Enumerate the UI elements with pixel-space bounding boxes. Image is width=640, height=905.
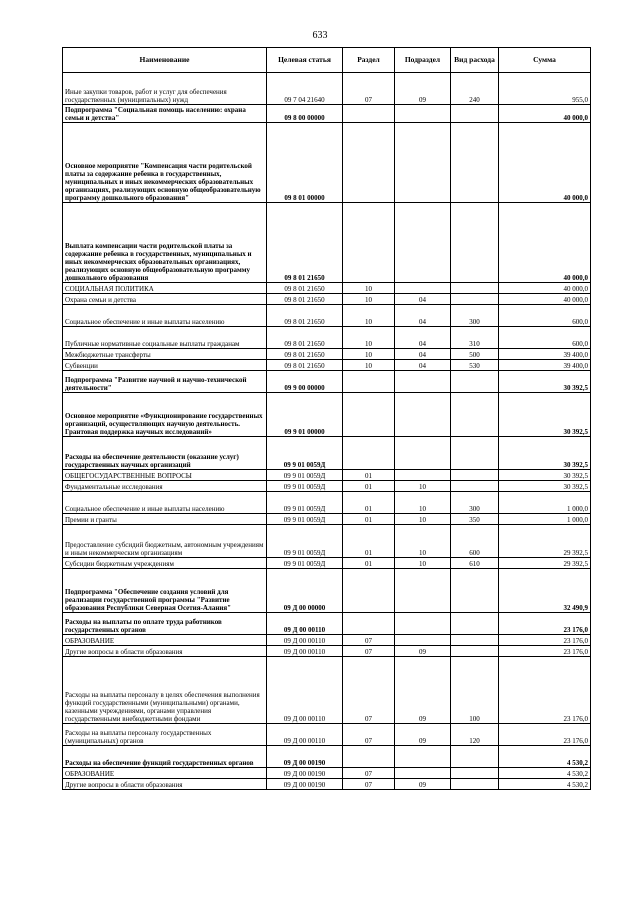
row-subsection: 10 bbox=[395, 492, 451, 514]
row-section bbox=[343, 746, 395, 768]
row-expense-type: 530 bbox=[451, 360, 499, 371]
row-section: 01 bbox=[343, 481, 395, 492]
row-amount: 1 000,0 bbox=[499, 514, 591, 525]
row-section bbox=[343, 569, 395, 613]
row-section: 07 bbox=[343, 724, 395, 746]
row-section: 07 bbox=[343, 73, 395, 105]
row-amount: 32 490,9 bbox=[499, 569, 591, 613]
row-target: 09 8 01 21650 bbox=[267, 294, 343, 305]
row-subsection: 09 bbox=[395, 73, 451, 105]
row-target: 09 8 01 21650 bbox=[267, 349, 343, 360]
row-name: Премии и гранты bbox=[63, 514, 267, 525]
row-expense-type bbox=[451, 470, 499, 481]
table-row bbox=[63, 393, 591, 437]
row-amount: 4 530,2 bbox=[499, 779, 591, 790]
row-subsection: 04 bbox=[395, 349, 451, 360]
row-amount: 40 000,0 bbox=[499, 283, 591, 294]
row-section bbox=[343, 105, 395, 123]
row-section: 07 bbox=[343, 635, 395, 646]
row-subsection: 10 bbox=[395, 525, 451, 558]
row-expense-type bbox=[451, 105, 499, 123]
row-name: Субсидии бюджетным учреждениям bbox=[63, 558, 267, 569]
row-section: 01 bbox=[343, 525, 395, 558]
row-target: 09 8 01 21650 bbox=[267, 305, 343, 327]
row-subsection bbox=[395, 768, 451, 779]
row-amount: 30 392,5 bbox=[499, 393, 591, 437]
row-section bbox=[343, 203, 395, 283]
row-subsection: 10 bbox=[395, 558, 451, 569]
row-name: Расходы на выплаты по оплате труда работников государственных органов bbox=[63, 613, 267, 635]
row-section: 07 bbox=[343, 646, 395, 657]
row-section bbox=[343, 123, 395, 203]
table-row bbox=[63, 327, 591, 349]
table-row bbox=[63, 371, 591, 393]
row-target: 09 Д 00 00110 bbox=[267, 646, 343, 657]
row-target: 09 9 00 00000 bbox=[267, 371, 343, 393]
row-expense-type bbox=[451, 779, 499, 790]
table-row bbox=[63, 569, 591, 613]
header-name: Наименование bbox=[63, 48, 267, 73]
row-amount: 23 176,0 bbox=[499, 613, 591, 635]
row-amount: 600,0 bbox=[499, 327, 591, 349]
table-header-row bbox=[63, 48, 591, 73]
row-section: 07 bbox=[343, 779, 395, 790]
table-row bbox=[63, 525, 591, 558]
row-name: Охрана семьи и детства bbox=[63, 294, 267, 305]
row-section: 01 bbox=[343, 492, 395, 514]
row-amount: 4 530,2 bbox=[499, 746, 591, 768]
row-subsection: 04 bbox=[395, 294, 451, 305]
row-expense-type bbox=[451, 613, 499, 635]
row-amount: 30 392,5 bbox=[499, 470, 591, 481]
row-section: 10 bbox=[343, 283, 395, 294]
row-expense-type bbox=[451, 646, 499, 657]
row-section: 01 bbox=[343, 470, 395, 481]
row-amount: 600,0 bbox=[499, 305, 591, 327]
row-name: Подпрограмма "Развитие научной и научно-технической деятельности" bbox=[63, 371, 267, 393]
table-row bbox=[63, 123, 591, 203]
row-subsection bbox=[395, 283, 451, 294]
row-name: Другие вопросы в области образования bbox=[63, 779, 267, 790]
row-amount: 1 000,0 bbox=[499, 492, 591, 514]
row-expense-type bbox=[451, 768, 499, 779]
table-row bbox=[63, 470, 591, 481]
row-section: 10 bbox=[343, 349, 395, 360]
row-subsection: 04 bbox=[395, 360, 451, 371]
row-target: 09 8 01 21650 bbox=[267, 283, 343, 294]
row-name: Субвенции bbox=[63, 360, 267, 371]
row-subsection bbox=[395, 105, 451, 123]
table-row bbox=[63, 646, 591, 657]
row-name: Подпрограмма "Обеспечение создания условий для реализации государственной программы "Развитие образования Республики Северная Осетия-Алания" bbox=[63, 569, 267, 613]
row-expense-type bbox=[451, 437, 499, 470]
table-row bbox=[63, 746, 591, 768]
row-target: 09 7 04 21640 bbox=[267, 73, 343, 105]
row-subsection: 09 bbox=[395, 646, 451, 657]
row-expense-type: 310 bbox=[451, 327, 499, 349]
row-subsection bbox=[395, 635, 451, 646]
row-subsection: 10 bbox=[395, 481, 451, 492]
row-expense-type: 300 bbox=[451, 492, 499, 514]
row-target: 09 8 00 00000 bbox=[267, 105, 343, 123]
page-number: 633 bbox=[312, 30, 328, 41]
row-name: Публичные нормативные социальные выплаты гражданам bbox=[63, 327, 267, 349]
row-amount: 39 400,0 bbox=[499, 360, 591, 371]
row-name: СОЦИАЛЬНАЯ ПОЛИТИКА bbox=[63, 283, 267, 294]
table-row bbox=[63, 294, 591, 305]
row-target: 09 9 01 0059Д bbox=[267, 437, 343, 470]
header-section: Раздел bbox=[343, 48, 395, 73]
row-expense-type: 300 bbox=[451, 305, 499, 327]
header-subsection: Подраздел bbox=[395, 48, 451, 73]
budget-table bbox=[62, 47, 591, 790]
row-name: Социальное обеспечение и иные выплаты населению bbox=[63, 305, 267, 327]
row-subsection bbox=[395, 123, 451, 203]
row-target: 09 9 01 0059Д bbox=[267, 525, 343, 558]
row-subsection: 09 bbox=[395, 779, 451, 790]
row-name: Подпрограмма "Социальная помощь населению: охрана семьи и детства" bbox=[63, 105, 267, 123]
row-amount: 30 392,5 bbox=[499, 481, 591, 492]
table-row bbox=[63, 613, 591, 635]
row-expense-type bbox=[451, 393, 499, 437]
header-amount: Сумма bbox=[499, 48, 591, 73]
row-target: 09 9 01 00000 bbox=[267, 393, 343, 437]
row-name: Выплата компенсации части родительской платы за содержание ребенка в государственных, муниципальных и иных некоммерческих образовательных организациях, реализующих основную общеобразовательную программу дошкольного образования bbox=[63, 203, 267, 283]
row-amount: 29 392,5 bbox=[499, 558, 591, 569]
row-target: 09 Д 00 00110 bbox=[267, 635, 343, 646]
table-row bbox=[63, 635, 591, 646]
row-name: Расходы на выплаты персоналу государственных (муниципальных) органов bbox=[63, 724, 267, 746]
row-expense-type: 100 bbox=[451, 657, 499, 724]
table-row bbox=[63, 779, 591, 790]
row-amount: 955,0 bbox=[499, 73, 591, 105]
row-subsection bbox=[395, 203, 451, 283]
row-subsection bbox=[395, 371, 451, 393]
row-subsection: 04 bbox=[395, 305, 451, 327]
row-name: Фундаментальные исследования bbox=[63, 481, 267, 492]
row-subsection: 09 bbox=[395, 657, 451, 724]
row-amount: 23 176,0 bbox=[499, 657, 591, 724]
row-section bbox=[343, 393, 395, 437]
row-expense-type bbox=[451, 569, 499, 613]
table-row bbox=[63, 283, 591, 294]
row-expense-type bbox=[451, 123, 499, 203]
row-expense-type: 610 bbox=[451, 558, 499, 569]
table-row bbox=[63, 73, 591, 105]
row-section: 07 bbox=[343, 657, 395, 724]
row-section: 10 bbox=[343, 360, 395, 371]
row-amount: 40 000,0 bbox=[499, 123, 591, 203]
row-section bbox=[343, 371, 395, 393]
row-expense-type: 500 bbox=[451, 349, 499, 360]
row-target: 09 8 01 00000 bbox=[267, 123, 343, 203]
row-target: 09 9 01 0059Д bbox=[267, 492, 343, 514]
row-expense-type bbox=[451, 203, 499, 283]
row-expense-type bbox=[451, 371, 499, 393]
table-row bbox=[63, 558, 591, 569]
row-name: Предоставление субсидий бюджетным, автономным учреждениям и иным некоммерческим организациям bbox=[63, 525, 267, 558]
table-row bbox=[63, 203, 591, 283]
header-target: Целевая статья bbox=[267, 48, 343, 73]
row-target: 09 Д 00 00190 bbox=[267, 768, 343, 779]
row-name: Расходы на обеспечение деятельности (оказание услуг) государственных научных организаций bbox=[63, 437, 267, 470]
table-row bbox=[63, 105, 591, 123]
row-section bbox=[343, 613, 395, 635]
row-amount: 30 392,5 bbox=[499, 437, 591, 470]
row-expense-type bbox=[451, 283, 499, 294]
table-row bbox=[63, 305, 591, 327]
row-name: ОБРАЗОВАНИЕ bbox=[63, 768, 267, 779]
row-expense-type: 350 bbox=[451, 514, 499, 525]
row-target: 09 9 01 0059Д bbox=[267, 481, 343, 492]
row-target: 09 Д 00 00110 bbox=[267, 613, 343, 635]
row-section: 01 bbox=[343, 558, 395, 569]
row-amount: 40 000,0 bbox=[499, 105, 591, 123]
row-amount: 39 400,0 bbox=[499, 349, 591, 360]
row-target: 09 8 01 21650 bbox=[267, 203, 343, 283]
row-subsection: 10 bbox=[395, 514, 451, 525]
row-section: 10 bbox=[343, 294, 395, 305]
row-target: 09 9 01 0059Д bbox=[267, 514, 343, 525]
row-amount: 40 000,0 bbox=[499, 203, 591, 283]
row-target: 09 Д 00 00110 bbox=[267, 724, 343, 746]
row-target: 09 9 01 0059Д bbox=[267, 558, 343, 569]
row-target: 09 Д 00 00190 bbox=[267, 779, 343, 790]
row-name: ОБРАЗОВАНИЕ bbox=[63, 635, 267, 646]
row-name: Другие вопросы в области образования bbox=[63, 646, 267, 657]
row-target: 09 Д 00 00000 bbox=[267, 569, 343, 613]
row-section: 07 bbox=[343, 768, 395, 779]
row-section bbox=[343, 437, 395, 470]
row-target: 09 9 01 0059Д bbox=[267, 470, 343, 481]
row-section: 01 bbox=[343, 514, 395, 525]
table-row bbox=[63, 360, 591, 371]
row-name: Межбюджетные трансферты bbox=[63, 349, 267, 360]
table-row bbox=[63, 768, 591, 779]
row-subsection bbox=[395, 393, 451, 437]
header-expense-type: Вид расхода bbox=[451, 48, 499, 73]
row-amount: 40 000,0 bbox=[499, 294, 591, 305]
row-amount: 4 530,2 bbox=[499, 768, 591, 779]
table-row bbox=[63, 481, 591, 492]
row-name: Расходы на обеспечение функций государственных органов bbox=[63, 746, 267, 768]
row-subsection bbox=[395, 437, 451, 470]
row-target: 09 8 01 21650 bbox=[267, 360, 343, 371]
row-amount: 23 176,0 bbox=[499, 724, 591, 746]
row-expense-type bbox=[451, 635, 499, 646]
row-name: Социальное обеспечение и иные выплаты населению bbox=[63, 492, 267, 514]
row-amount: 23 176,0 bbox=[499, 635, 591, 646]
row-expense-type bbox=[451, 481, 499, 492]
table-row bbox=[63, 492, 591, 514]
row-target: 09 Д 00 00110 bbox=[267, 657, 343, 724]
table-row bbox=[63, 437, 591, 470]
row-expense-type bbox=[451, 746, 499, 768]
row-expense-type bbox=[451, 294, 499, 305]
row-amount: 23 176,0 bbox=[499, 646, 591, 657]
row-section: 10 bbox=[343, 327, 395, 349]
row-name: Расходы на выплаты персоналу в целях обеспечения выполнения функций государственными (муниципальными) органами, казенными учреждениями, органами управления государственными внебюджетными фондами bbox=[63, 657, 267, 724]
row-name: ОБЩЕГОСУДАРСТВЕННЫЕ ВОПРОСЫ bbox=[63, 470, 267, 481]
table-row bbox=[63, 514, 591, 525]
row-name: Основное мероприятие "Компенсация части родительской платы за содержание ребенка в государственных, муниципальных и иных некоммерческих образовательных организациях, реализующих основную общеобразовательную программу дошкольного образования" bbox=[63, 123, 267, 203]
row-subsection: 09 bbox=[395, 724, 451, 746]
table-row bbox=[63, 724, 591, 746]
row-expense-type: 240 bbox=[451, 73, 499, 105]
row-subsection bbox=[395, 470, 451, 481]
row-target: 09 Д 00 00190 bbox=[267, 746, 343, 768]
row-name: Иные закупки товаров, работ и услуг для обеспечения государственных (муниципальных) нужд bbox=[63, 73, 267, 105]
row-subsection bbox=[395, 746, 451, 768]
row-name: Основное мероприятие «Функционирование государственных организаций, осуществляющих научную деятельность. Грантовая поддержка научных исследований» bbox=[63, 393, 267, 437]
row-expense-type: 120 bbox=[451, 724, 499, 746]
row-section: 10 bbox=[343, 305, 395, 327]
table-row bbox=[63, 657, 591, 724]
table-row bbox=[63, 349, 591, 360]
row-subsection bbox=[395, 613, 451, 635]
row-subsection: 04 bbox=[395, 327, 451, 349]
row-expense-type: 600 bbox=[451, 525, 499, 558]
row-amount: 30 392,5 bbox=[499, 371, 591, 393]
row-subsection bbox=[395, 569, 451, 613]
row-amount: 29 392,5 bbox=[499, 525, 591, 558]
row-target: 09 8 01 21650 bbox=[267, 327, 343, 349]
